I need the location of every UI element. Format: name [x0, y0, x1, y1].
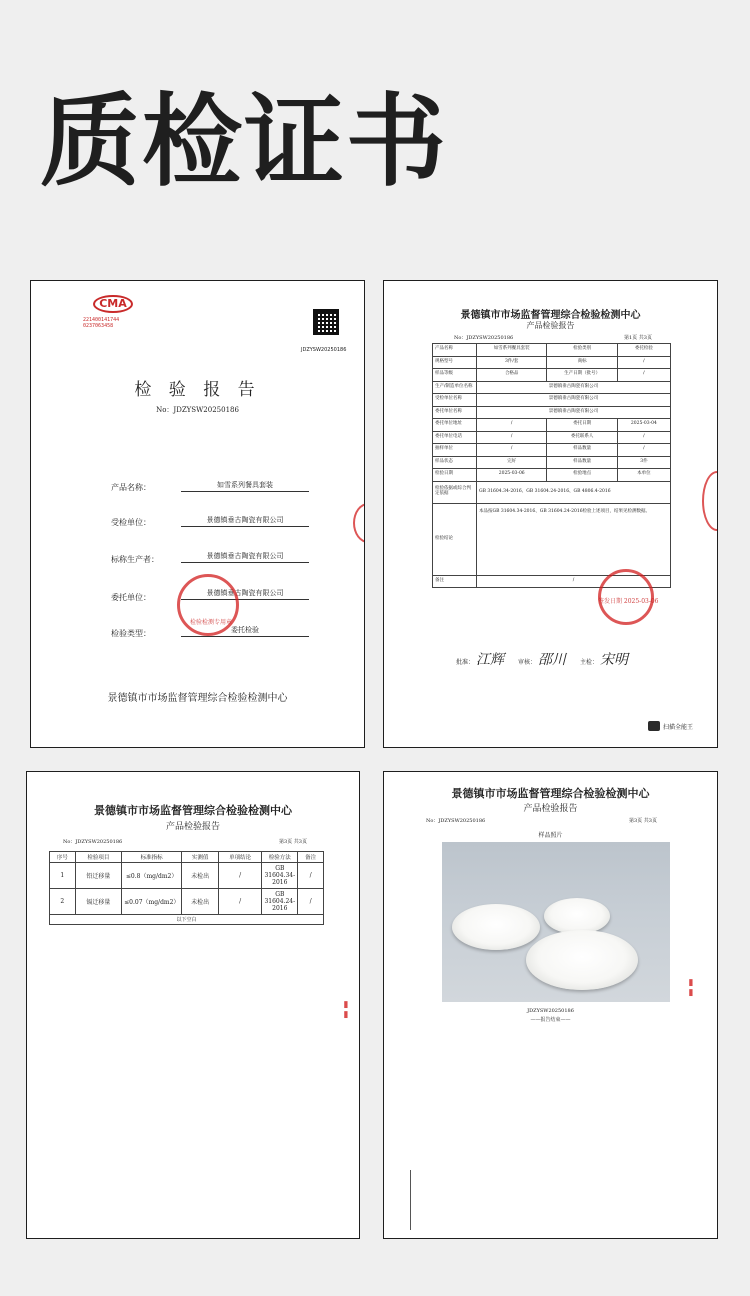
table-row: 委托单位名称 景德镇垂古陶瓷有限公司 [433, 406, 671, 419]
page-number: 第1页 共3页 [624, 335, 652, 341]
table-row: 样品等级 合格品 生产日期（批号） / [433, 369, 671, 382]
field-value: 景德镇垂古陶瓷有限公司 [181, 551, 309, 563]
field-label: 产品名称： [111, 483, 151, 492]
reviewer-signature: 邵川 [538, 652, 566, 668]
plate-image [526, 930, 638, 990]
qr-code-label: JDZYSW20250186 [301, 347, 347, 353]
field-label: 标称生产者： [111, 555, 159, 564]
table-row: 检验结论 本品按GB 31604.34-2016、GB 31604.24-2016检验上述项目，结果见检测数据。 [433, 503, 671, 575]
field-value: 景德镇垂古陶瓷有限公司 [181, 588, 309, 600]
table-row: 受检单位名称 景德镇垂古陶瓷有限公司 [433, 394, 671, 407]
table-row: 2 镉迁移量 ≤0.07（mg/dm2） 未检出 / GB 31604.24-2016 / [50, 889, 324, 915]
results-table [49, 851, 324, 925]
plate-image [452, 904, 540, 950]
page-number: 第3页 共3页 [629, 818, 657, 824]
edge-seal-icon [353, 503, 365, 543]
report-cover-panel [30, 280, 365, 748]
edge-seal-mark: ▮▮ [686, 978, 696, 998]
scanner-badge: 扫描全能王 [663, 724, 694, 731]
photo-caption: JDZYSW20250186 [527, 1008, 574, 1014]
cma-logo: CMA [93, 295, 133, 313]
field-value: 如雪系列餐具套装 [181, 480, 309, 492]
qr-code-icon [313, 309, 339, 335]
field-value: 景德镇垂古陶瓷有限公司 [181, 515, 309, 527]
table-row: 1 铅迁移量 ≤0.8（mg/dm2） 未检出 / GB 31604.34-2016 / [50, 863, 324, 889]
page-title: 质检证书 [40, 83, 448, 200]
field-label: 检验类型： [111, 629, 151, 638]
report-number: No：JDZYSW20250186 [426, 818, 486, 824]
report-page3-panel [26, 771, 360, 1239]
table-header-row: 序号 检验项目 标准指标 实测值 单项结论 检验方法 备注 [50, 852, 324, 863]
end-note: 以下空白 [50, 915, 324, 925]
field-label: 受检单位： [111, 518, 151, 527]
table-row: 产品名称 如雪系列餐具套装 检验类别 委托检验 [433, 344, 671, 357]
report-subtitle: 产品检验报告 [165, 822, 220, 832]
report-number: No：JDZYSW20250186 [63, 839, 123, 845]
field-label: 委托单位： [111, 593, 151, 602]
table-row: 检验日期 2025-03-06 检验地点 本单位 [433, 469, 671, 482]
report-subtitle: 产品检验报告 [526, 321, 575, 330]
cma-number: 221400141744 0237063458 [83, 317, 120, 329]
seal-date: 签发日期 2025-03-06 [598, 598, 659, 605]
report-info-table [432, 343, 671, 588]
field-value: 委托检验 [181, 625, 309, 637]
table-row: 抽样单位 / 样品数量 / [433, 444, 671, 457]
photo-title: 样品照片 [538, 832, 563, 839]
edge-seal-icon [702, 471, 718, 531]
official-seal-icon [177, 574, 239, 636]
issuer-name: 景德镇市市场监督管理综合检验检测中心 [451, 787, 650, 800]
report-subtitle: 产品检验报告 [523, 804, 578, 814]
issuer-name: 景德镇市市场监督管理综合检验检测中心 [460, 310, 641, 321]
table-row [50, 915, 324, 925]
sample-photo [442, 842, 670, 1002]
table-row: 规格型号 3件/套 商标 / [433, 356, 671, 369]
plate-image [544, 898, 610, 934]
table-row: 样品状态 完好 样品数量 3件 [433, 456, 671, 469]
margin-line [410, 1170, 411, 1230]
scanner-logo-icon [648, 721, 660, 731]
page-number: 第3页 共3页 [279, 839, 307, 845]
end-note: ——报告结束—— [530, 1017, 571, 1023]
table-row: 委托单位地址 / 委托日期 2025-03-04 [433, 419, 671, 432]
report-number: No：JDZYSW20250186 [156, 406, 239, 414]
seal-text: 检验检测专用章 [189, 619, 232, 626]
issuer-footer: 景德镇市市场监督管理综合检验检测中心 [107, 693, 288, 704]
table-row: 委托单位电话 / 委托联系人 / [433, 431, 671, 444]
table-row: 检验依据或综合判定依据 GB 31604.34-2016、GB 31604.24-2016、GB 4806.4-2016 [433, 481, 671, 503]
report-title: 检 验 报 告 [134, 380, 261, 400]
inspector-signature: 宋明 [600, 652, 628, 668]
report-number: No：JDZYSW20250186 [454, 335, 514, 341]
edge-seal-mark: ▮▮ [341, 1000, 351, 1020]
report-photo-panel [383, 771, 718, 1239]
inspector-label: 主检： [580, 659, 599, 666]
report-page1-panel [383, 280, 718, 748]
reviewer-label: 审核： [518, 659, 537, 666]
approver-label: 批准： [456, 659, 475, 666]
approver-signature: 江辉 [476, 652, 504, 668]
issuer-name: 景德镇市市场监督管理综合检验检测中心 [94, 804, 292, 817]
table-row: 生产/制造单位名称 景德镇垂古陶瓷有限公司 [433, 381, 671, 394]
table-row: 备注 / [433, 575, 671, 588]
